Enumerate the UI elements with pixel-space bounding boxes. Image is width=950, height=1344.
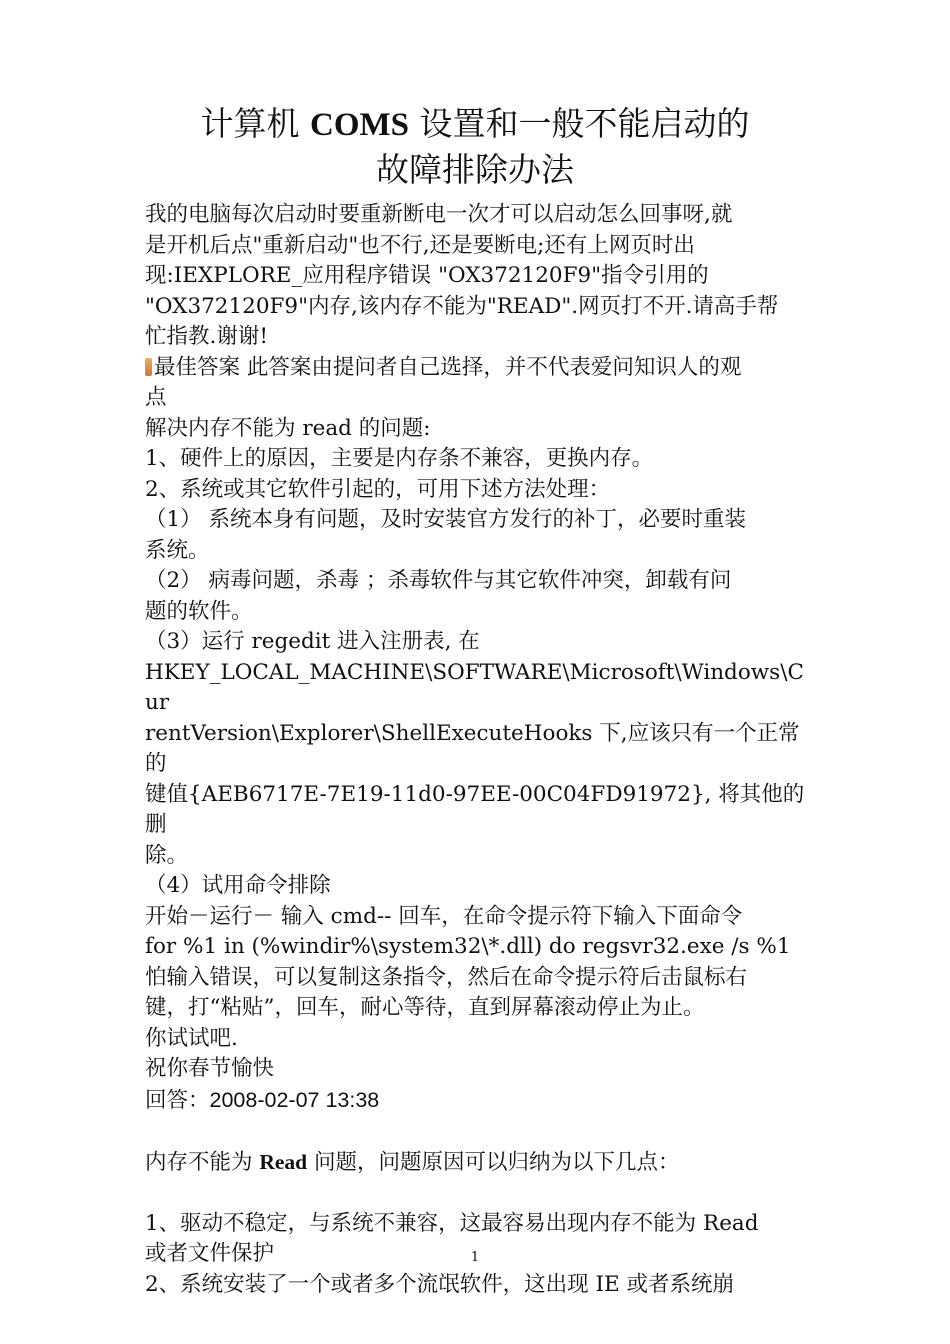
solution-line: 开始－运行－ 输入 cmd-- 回车，在命令提示符下输入下面命令 bbox=[145, 903, 743, 929]
solution-line: 键，打“粘贴”，回车，耐心等待，直到屏幕滚动停止为止。 bbox=[145, 995, 705, 1020]
answer-date-line bbox=[145, 1085, 807, 1117]
second-heading-b: Read bbox=[259, 1149, 308, 1174]
spacer bbox=[145, 1116, 807, 1147]
page-number: 1 bbox=[470, 1250, 480, 1265]
solution-line: HKEY_LOCAL_MACHINE\SOFTWARE\Microsoft\Windows\Cur bbox=[145, 659, 804, 715]
title-text-a: 计算机 bbox=[200, 104, 300, 143]
solution-line: （1） 系统本身有问题，及时安装官方发行的补丁，必要时重装 bbox=[145, 507, 747, 532]
spacer bbox=[145, 1178, 807, 1209]
best-answer-line: 点 bbox=[145, 385, 167, 410]
question-line: 忙指教.谢谢! bbox=[145, 324, 268, 349]
solution-line: 怕输入错误，可以复制这条指令，然后在命令提示符后击鼠标右 bbox=[145, 964, 748, 990]
page-title-line-1 bbox=[0, 102, 950, 147]
solution-line: 你试试吧. bbox=[145, 1025, 238, 1051]
answer-label: 回答： bbox=[145, 1087, 210, 1113]
title-text-b: COMS bbox=[310, 107, 409, 143]
medal-icon bbox=[145, 358, 152, 376]
page-title-line-2: 故障排除办法 bbox=[376, 150, 574, 189]
solution-line: 解决内存不能为 read 的问题: bbox=[145, 415, 431, 441]
solution-line: （2） 病毒问题，杀毒 ；杀毒软件与其它软件冲突，卸载有问 bbox=[145, 568, 732, 593]
question-line: "OX372120F9"内存,该内存不能为"READ".网页打不开.请高手帮 bbox=[145, 293, 779, 319]
question-line: 我的电脑每次启动时要重新断电一次才可以启动怎么回事呀,就 bbox=[145, 202, 733, 227]
second-heading-a: 内存不能为 bbox=[145, 1149, 260, 1175]
solution-line: 题的软件。 bbox=[145, 598, 253, 624]
solution-line: 系统。 bbox=[145, 537, 210, 563]
second-line: 或者文件保护 bbox=[145, 1241, 275, 1266]
document-body bbox=[145, 200, 807, 1300]
answer-date: 2008-02-07 13:38 bbox=[209, 1087, 380, 1112]
question-line: 现:IEXPLORE_应用程序错误 "OX372120F9"指令引用的 bbox=[145, 263, 709, 288]
best-answer-text: 最佳答案 此答案由提问者自己选择，并不代表爱问知识人的观 bbox=[154, 354, 742, 380]
solution-line: 除。 bbox=[145, 842, 189, 868]
solution-line: （3）运行 regedit 进入注册表, 在 bbox=[145, 629, 480, 654]
solution-line: 祝你春节愉快 bbox=[145, 1056, 275, 1081]
solution-line: 键值{AEB6717E-7E19-11d0-97EE-00C04FD91972}, 将其他的删 bbox=[145, 781, 805, 837]
question-line: 是开机后点"重新启动"也不行,还是要断电;还有上网页时出 bbox=[145, 232, 695, 258]
second-line: 2、系统安装了一个或者多个流氓软件，这出现 IE 或者系统崩 bbox=[145, 1271, 735, 1297]
title-text-c: 设置和一般不能启动的 bbox=[419, 104, 750, 143]
second-line: 1、驱动不稳定，与系统不兼容，这最容易出现内存不能为 Read bbox=[145, 1210, 759, 1236]
second-heading-c: 问题，问题原因可以归纳为以下几点： bbox=[307, 1149, 680, 1175]
solution-line: 1、硬件上的原因，主要是内存条不兼容，更换内存。 bbox=[145, 446, 654, 471]
solution-line: 2、系统或其它软件引起的，可用下述方法处理： bbox=[145, 476, 611, 502]
best-answer-line bbox=[145, 353, 807, 384]
second-heading bbox=[145, 1147, 807, 1179]
solution-line: （4）试用命令排除 bbox=[145, 873, 331, 898]
solution-line: for %1 in (%windir%\system32\*.dll) do regsvr32.exe /s %1 bbox=[145, 934, 791, 959]
solution-line: rentVersion\Explorer\ShellExecuteHooks 下,应该只有一个正常的 bbox=[145, 720, 800, 776]
